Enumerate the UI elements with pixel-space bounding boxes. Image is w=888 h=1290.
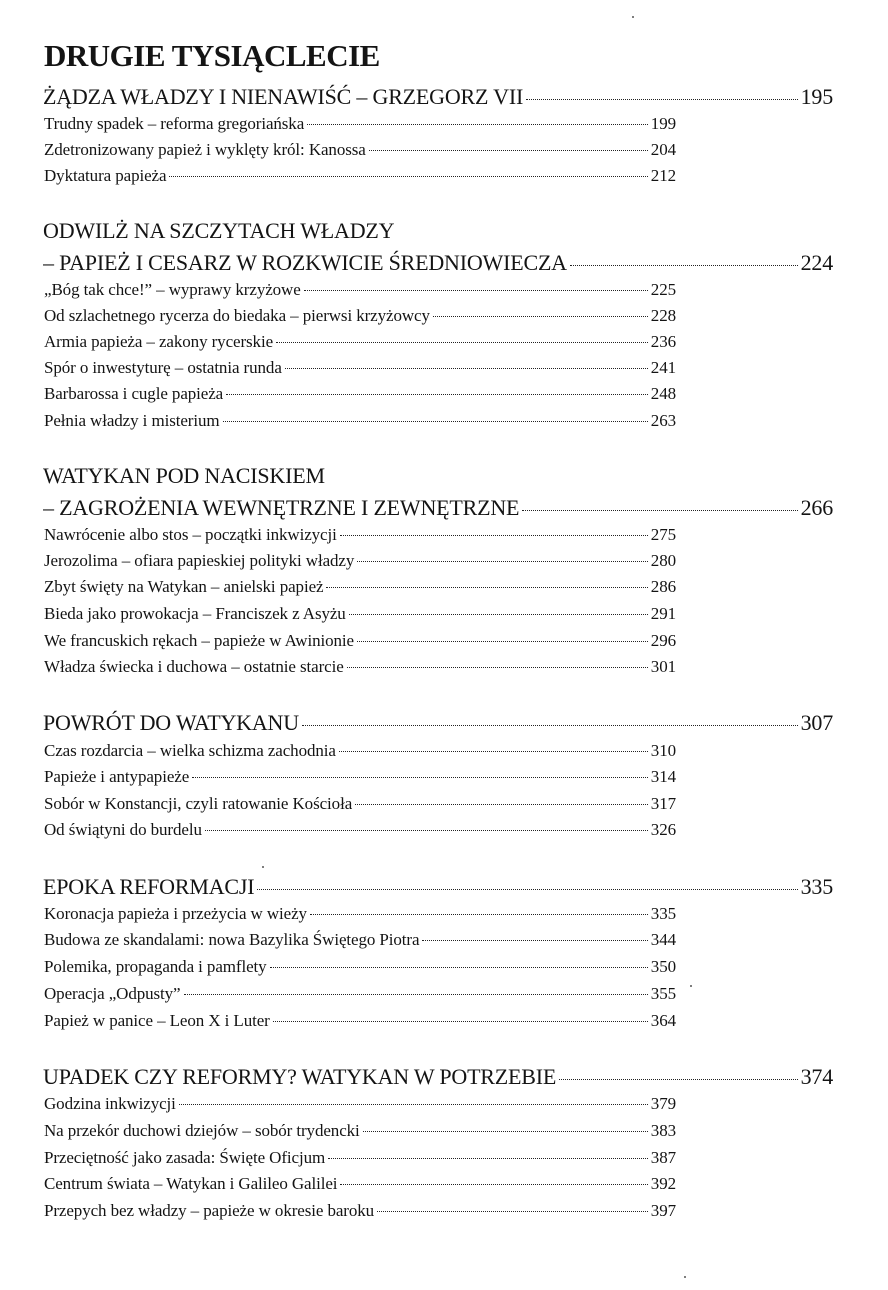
section-page-number: 228 <box>650 306 676 325</box>
section-page-number: 225 <box>650 280 676 299</box>
section-title: Jerozolima – ofiara papieskiej polityki władzy <box>44 551 355 570</box>
section-entry[interactable] <box>44 604 676 624</box>
chapter-page-number: 307 <box>800 710 833 735</box>
section-entry[interactable] <box>44 114 676 134</box>
dot-leader <box>205 829 648 831</box>
section-page-number: 397 <box>650 1201 676 1220</box>
section-title: Czas rozdarcia – wielka schizma zachodnia <box>44 741 336 760</box>
chapter-heading[interactable] <box>43 84 833 110</box>
section-title: Zbyt święty na Watykan – anielski papież <box>44 577 324 596</box>
section-entry[interactable] <box>44 358 676 378</box>
dot-leader <box>559 1078 797 1080</box>
dot-leader <box>328 1157 648 1159</box>
section-entry[interactable] <box>44 820 676 840</box>
section-title: Centrum świata – Watykan i Galileo Galilei <box>44 1174 338 1193</box>
section-entry[interactable] <box>44 332 676 352</box>
section-entry[interactable] <box>44 957 676 977</box>
scan-speck <box>632 16 634 18</box>
section-page-number: 204 <box>650 140 676 159</box>
section-page-number: 383 <box>650 1121 676 1140</box>
section-page-number: 344 <box>650 930 676 949</box>
section-entry[interactable] <box>44 551 676 571</box>
section-title: Papieże i antypapieże <box>44 767 190 786</box>
section-title: Armia papieża – zakony rycerskie <box>44 332 274 351</box>
scan-speck <box>690 985 692 987</box>
section-page-number: 241 <box>650 358 676 377</box>
section-page-number: 301 <box>650 657 676 676</box>
dot-leader <box>226 393 648 395</box>
section-page-number: 199 <box>650 114 676 133</box>
section-title: „Bóg tak chce!” – wyprawy krzyżowe <box>44 280 301 299</box>
section-page-number: 296 <box>650 631 676 650</box>
chapter-heading[interactable] <box>43 250 833 276</box>
dot-leader <box>347 666 648 668</box>
dot-leader <box>349 613 648 615</box>
chapter-heading[interactable] <box>43 495 833 521</box>
chapter-title: – PAPIEŻ I CESARZ W ROZKWICIE ŚREDNIOWIECZA <box>43 250 567 275</box>
section-entry[interactable] <box>44 657 676 677</box>
chapter-title: UPADEK CZY REFORMY? WATYKAN W POTRZEBIE <box>43 1064 557 1089</box>
section-entry[interactable] <box>44 631 676 651</box>
dot-leader <box>340 534 648 536</box>
dot-leader <box>257 888 797 890</box>
section-entry[interactable] <box>44 1094 676 1114</box>
dot-leader <box>276 341 648 343</box>
section-entry[interactable] <box>44 306 676 326</box>
section-entry[interactable] <box>44 140 676 160</box>
chapter-page-number: 224 <box>800 250 833 275</box>
chapter-title-line: ODWILŻ NA SZCZYTACH WŁADZY <box>43 218 395 243</box>
dot-leader <box>339 750 648 752</box>
dot-leader <box>369 149 648 151</box>
dot-leader <box>307 123 648 125</box>
section-title: Koronacja papieża i przeżycia w wieży <box>44 904 307 923</box>
dot-leader <box>357 640 648 642</box>
section-entry[interactable] <box>44 1121 676 1141</box>
chapter-page-number: 374 <box>800 1064 833 1089</box>
scan-speck <box>262 866 264 868</box>
section-entry[interactable] <box>44 1201 676 1221</box>
section-entry[interactable] <box>44 767 676 787</box>
chapter-heading[interactable] <box>43 710 833 736</box>
section-entry[interactable] <box>44 1011 676 1031</box>
section-title: Na przekór duchowi dziejów – sobór trydencki <box>44 1121 360 1140</box>
dot-leader <box>302 724 798 726</box>
section-page-number: 364 <box>650 1011 676 1030</box>
dot-leader <box>179 1103 648 1105</box>
section-page-number: 350 <box>650 957 676 976</box>
section-entry[interactable] <box>44 1148 676 1168</box>
section-title: Polemika, propaganda i pamflety <box>44 957 267 976</box>
dot-leader <box>169 175 647 177</box>
section-page-number: 379 <box>650 1094 676 1113</box>
section-page-number: 310 <box>650 741 676 760</box>
dot-leader <box>377 1210 648 1212</box>
section-entry[interactable] <box>44 984 676 1004</box>
dot-leader <box>304 289 648 291</box>
chapter-title: EPOKA REFORMACJI <box>43 874 255 899</box>
dot-leader <box>363 1130 648 1132</box>
section-title: Od świątyni do burdelu <box>44 820 202 839</box>
section-entry[interactable] <box>44 411 676 431</box>
section-title: Sobór w Konstancji, czyli ratowanie Kościoła <box>44 794 353 813</box>
dot-leader <box>273 1020 648 1022</box>
section-title: Operacja „Odpusty” <box>44 984 181 1003</box>
section-title: Przeciętność jako zasada: Święte Oficjum <box>44 1148 326 1167</box>
section-title: Bieda jako prowokacja – Franciszek z Asyżu <box>44 604 346 623</box>
section-page-number: 248 <box>650 384 676 403</box>
section-title: Godzina inkwizycji <box>44 1094 176 1113</box>
chapter-title-line: WATYKAN POD NACISKIEM <box>43 463 325 488</box>
section-title: Barbarossa i cugle papieża <box>44 384 224 403</box>
section-entry[interactable] <box>44 904 676 924</box>
section-page-number: 317 <box>650 794 676 813</box>
dot-leader <box>184 993 648 995</box>
part-title: DRUGIE TYSIĄCLECIE <box>44 38 380 73</box>
section-page-number: 212 <box>650 166 676 185</box>
section-page-number: 335 <box>650 904 676 923</box>
section-page-number: 326 <box>650 820 676 839</box>
chapter-title: – ZAGROŻENIA WEWNĘTRZNE I ZEWNĘTRZNE <box>43 495 520 520</box>
section-title: Spór o inwestyturę – ostatnia runda <box>44 358 282 377</box>
section-page-number: 280 <box>650 551 676 570</box>
section-page-number: 263 <box>650 411 676 430</box>
chapter-title: ŻĄDZA WŁADZY I NIENAWIŚĆ – GRZEGORZ VII <box>43 84 524 109</box>
dot-leader <box>422 939 647 941</box>
section-page-number: 291 <box>650 604 676 623</box>
section-entry[interactable] <box>44 384 676 404</box>
section-title: Budowa ze skandalami: nowa Bazylika Świętego Piotra <box>44 930 420 949</box>
dot-leader <box>433 315 648 317</box>
section-title: Trudny spadek – reforma gregoriańska <box>44 114 305 133</box>
section-title: Nawrócenie albo stos – początki inkwizycji <box>44 525 337 544</box>
section-title: Pełnia władzy i misterium <box>44 411 220 430</box>
section-page-number: 286 <box>650 577 676 596</box>
section-entry[interactable] <box>44 930 676 950</box>
section-page-number: 392 <box>650 1174 676 1193</box>
dot-leader <box>357 560 648 562</box>
dot-leader <box>223 420 648 422</box>
chapter-page-number: 195 <box>800 84 833 109</box>
section-entry[interactable] <box>44 741 676 761</box>
chapter-heading[interactable] <box>43 1064 833 1090</box>
section-entry[interactable] <box>44 577 676 597</box>
section-entry[interactable] <box>44 280 676 300</box>
section-entry[interactable] <box>44 525 676 545</box>
section-page-number: 275 <box>650 525 676 544</box>
section-page-number: 236 <box>650 332 676 351</box>
dot-leader <box>270 966 648 968</box>
section-title: Zdetronizowany papież i wyklęty król: Kanossa <box>44 140 366 159</box>
chapter-title: POWRÓT DO WATYKANU <box>43 710 299 735</box>
section-title: We francuskich rękach – papieże w Awinionie <box>44 631 354 650</box>
section-title: Przepych bez władzy – papieże w okresie baroku <box>44 1201 375 1220</box>
dot-leader <box>310 913 648 915</box>
dot-leader <box>526 98 798 100</box>
section-entry[interactable] <box>44 166 676 186</box>
dot-leader <box>522 509 797 511</box>
dot-leader <box>355 803 648 805</box>
section-title: Władza świecka i duchowa – ostatnie starcie <box>44 657 344 676</box>
chapter-page-number: 266 <box>800 495 833 520</box>
chapter-page-number: 335 <box>800 874 833 899</box>
section-title: Papież w panice – Leon X i Luter <box>44 1011 270 1030</box>
dot-leader <box>285 367 648 369</box>
dot-leader <box>192 776 648 778</box>
section-entry[interactable] <box>44 794 676 814</box>
dot-leader <box>340 1183 647 1185</box>
chapter-heading[interactable] <box>43 874 833 900</box>
section-entry[interactable] <box>44 1174 676 1194</box>
section-page-number: 314 <box>650 767 676 786</box>
section-page-number: 387 <box>650 1148 676 1167</box>
section-title: Od szlachetnego rycerza do biedaka – pierwsi krzyżowcy <box>44 306 430 325</box>
section-page-number: 355 <box>650 984 676 1003</box>
dot-leader <box>570 264 798 266</box>
section-title: Dyktatura papieża <box>44 166 167 185</box>
dot-leader <box>326 586 647 588</box>
scan-speck <box>684 1276 686 1278</box>
